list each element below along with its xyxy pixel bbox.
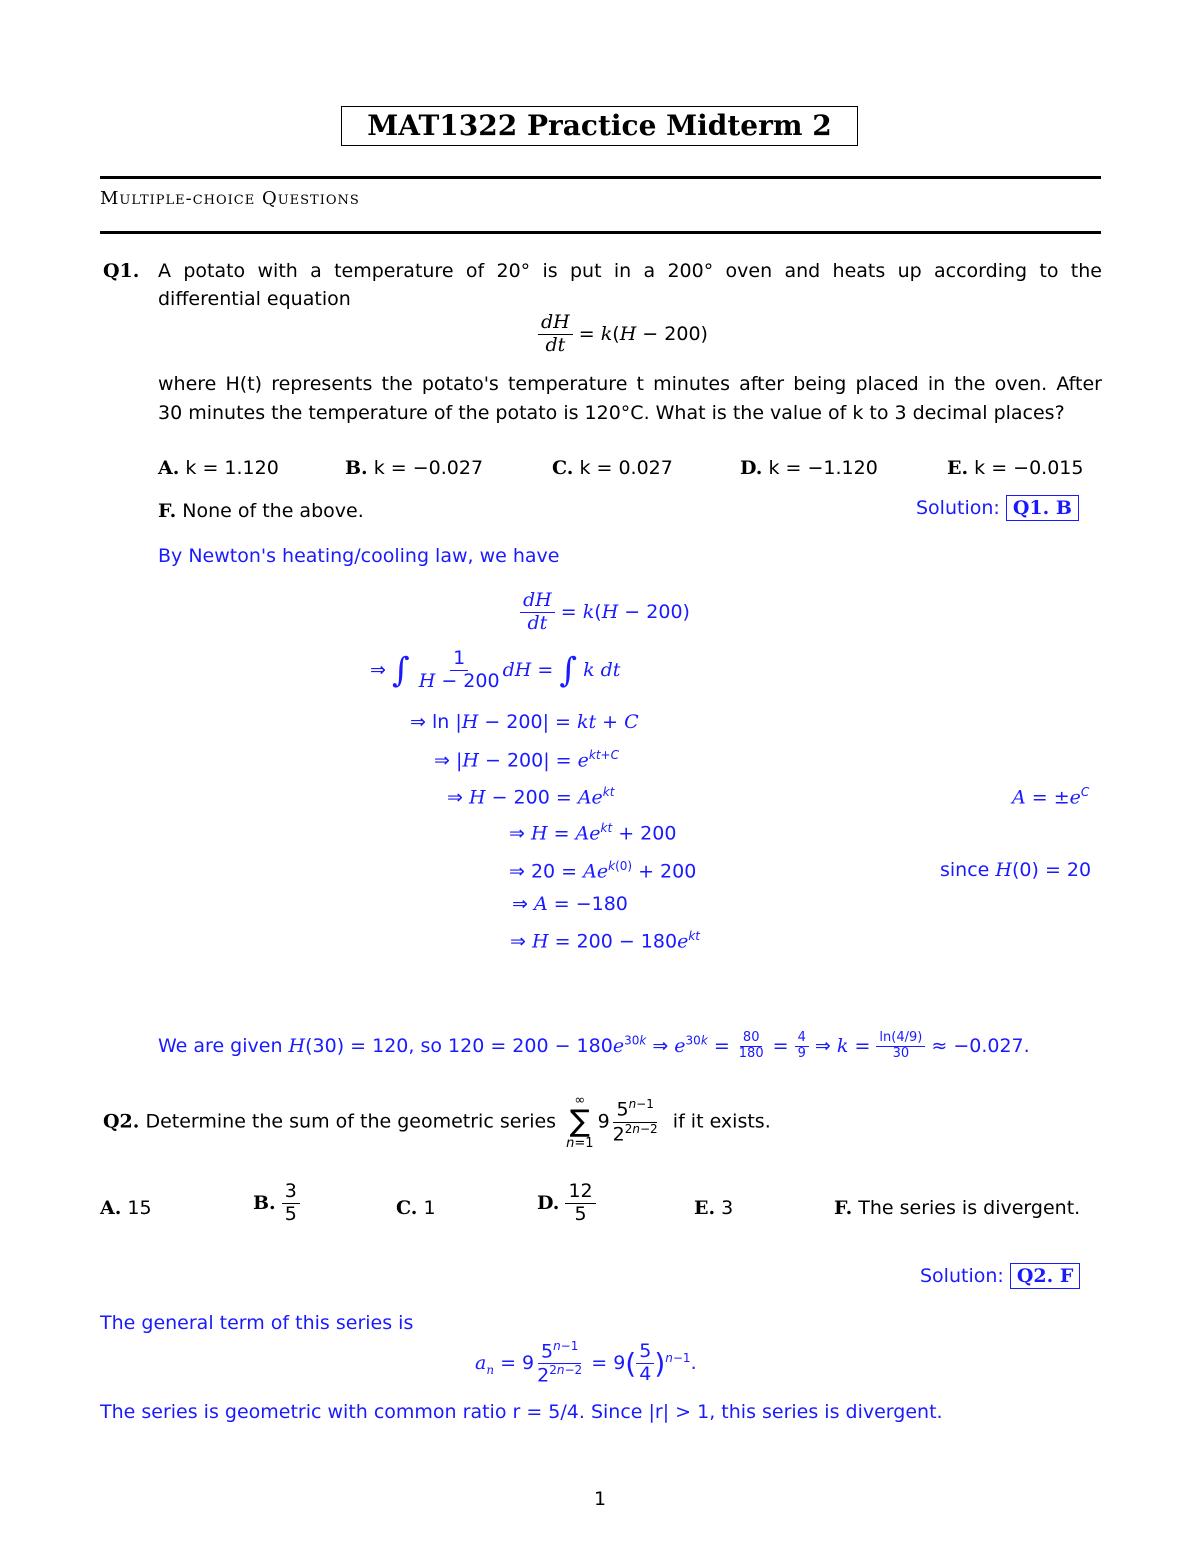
q1-option-b: B. k = −0.027 xyxy=(345,457,484,479)
q1-text-line2: differential equation xyxy=(158,288,351,310)
q2-work-intro: The general term of this series is xyxy=(100,1312,414,1334)
q1-final-line: We are given H(30) = 120, so $120 = 200 - 180e^{30k}$ ⇒ $e^{30k}$ = $\frac{80}{180}$ = $\frac{4}{9}$ ⇒ k = $\frac{\ln(4/9)}{30}$ ≈ −0.027. xyxy=(158,1030,1030,1061)
q1-option-c: C. k = 0.027 xyxy=(552,457,673,479)
q1-note-a: $A = \pm e^C$ xyxy=(1012,785,1090,809)
q2-solution: Solution: Q2. F xyxy=(920,1265,1080,1287)
q1-step-4: ⇒ $|H - 200| = e^{kt+C}$ xyxy=(434,748,619,772)
q1-equation: $\frac{dH}{dt}$ = k(H − 200) xyxy=(538,312,708,357)
page-title: MAT1322 Practice Midterm 2 xyxy=(341,106,858,146)
q1-text-line3: where H(t) represents the potato's temperature t minutes after being placed in the oven. After xyxy=(158,373,1102,395)
q2-option-d: D. $\frac{12}{5}$ xyxy=(537,1181,596,1226)
q1-step-7: ⇒ $20 = Ae^{k(0)} + 200$ xyxy=(509,859,697,883)
q1-step-8: ⇒ A = −180 xyxy=(512,893,628,915)
q1-note-h0: since H(0) = 20 xyxy=(940,859,1092,881)
section-heading: Multiple-choice Questions xyxy=(100,188,360,209)
q1-solution: Solution: Q1. B xyxy=(916,497,1079,519)
q2-option-f: F. The series is divergent. xyxy=(834,1197,1081,1219)
q1-text-line4: 30 minutes the temperature of the potato is 120°C. What is the value of k to 3 decimal places? xyxy=(158,402,1065,424)
q1-option-e: E. k = −0.015 xyxy=(947,457,1084,479)
q2-question: Q2. Determine the sum of the geometric series ∞ ∑ n=1 9 $\frac{5^{n-1}}{2^{2n-2}}$ if it exists. xyxy=(103,1093,771,1151)
divider-top xyxy=(100,176,1101,179)
q1-step-1: $\frac{dH}{dt}$ = k(H − 200) xyxy=(520,590,690,635)
q2-option-a: A. 15 xyxy=(100,1197,152,1219)
q1-option-a: A. k = 1.120 xyxy=(158,457,279,479)
q1-step-6: ⇒ $H = Ae^{kt} + 200$ xyxy=(509,821,677,845)
page-number: 1 xyxy=(594,1488,607,1510)
q2-conclusion: The series is geometric with common ratio r = 5/4. Since |r| > 1, this series is divergent. xyxy=(100,1401,943,1423)
divider-bottom xyxy=(100,231,1101,234)
q1-step-9: ⇒ $H = 200 - 180e^{kt}$ xyxy=(510,929,700,953)
q2-option-b: B. $\frac{3}{5}$ xyxy=(253,1181,300,1226)
q2-general-term: $a_n = 9$ $\frac{5^{n-1}}{2^{2n-2}}$ = 9( $\frac{5}{4}$ )$^{n-1}$. xyxy=(475,1339,697,1387)
q1-label: Q1. xyxy=(103,260,140,282)
q1-step-2: ⇒ ∫ $\frac{1}{H - 200}$ dH = ∫ k dt xyxy=(370,647,621,692)
q1-option-d: D. k = −1.120 xyxy=(740,457,878,479)
q1-option-f: F. None of the above. xyxy=(158,500,364,522)
q2-option-e: E. 3 xyxy=(694,1197,734,1219)
q2-option-c: C. 1 xyxy=(396,1197,436,1219)
q1-step-3: ⇒ ln |H − 200| = kt + C xyxy=(410,711,639,733)
q1-work-intro: By Newton's heating/cooling law, we have xyxy=(158,545,560,567)
q1-text-line1: A potato with a temperature of 20° is put in a 200° oven and heats up according to the xyxy=(158,260,1102,282)
q1-step-5: ⇒ $H - 200 = Ae^{kt}$ xyxy=(447,785,615,809)
